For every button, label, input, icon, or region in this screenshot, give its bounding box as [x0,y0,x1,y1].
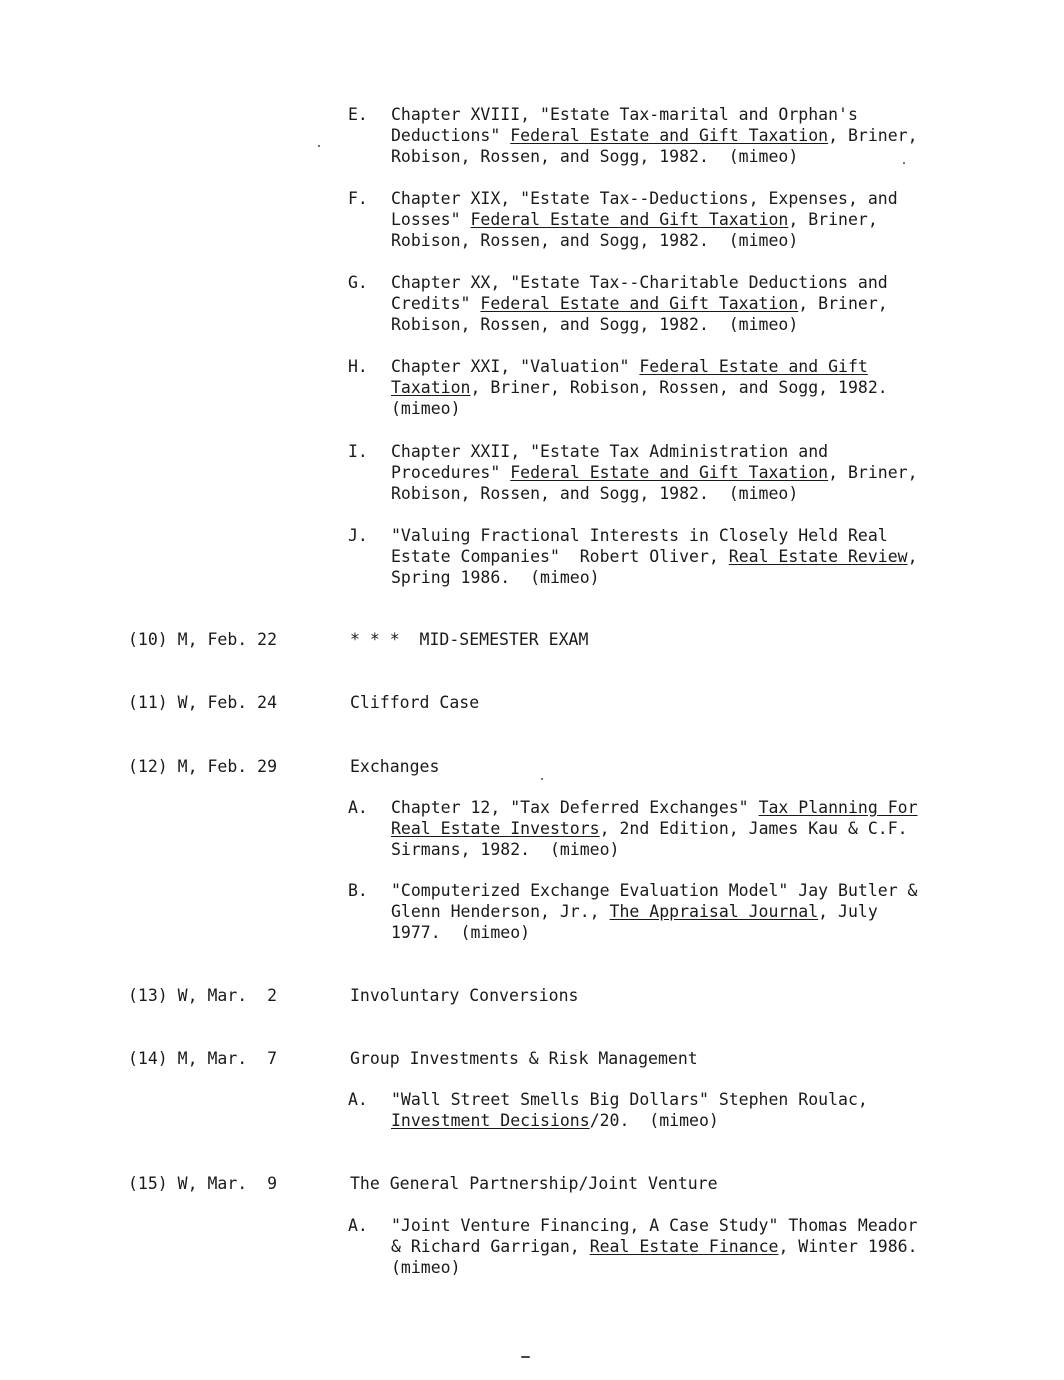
underlined-title: Investment Decisions [391,1111,590,1130]
reading-line [391,1257,461,1278]
session-date: (15) W, Mar. 9 [128,1174,278,1193]
reading-line [391,567,600,588]
text-segment: "Valuing Fractional Interests in Closely Held Real [391,526,888,545]
reading-line [391,483,798,504]
underlined-title: Real Estate Finance [589,1237,779,1256]
text-segment: , Briner, Robison, Rossen, and Sogg, 1982. [470,378,888,397]
session-topic: Clifford Case [350,693,480,712]
reading-letter: B. [348,881,368,900]
reading-line [391,398,461,419]
text-segment: /20. (mimeo) [589,1111,719,1130]
text-segment: , Winter 1986. [778,1237,918,1256]
reading-line [391,839,619,860]
scan-speck [541,778,543,780]
text-segment: & Richard Garrigan, [391,1237,590,1256]
reading-letter: A. [348,1090,368,1109]
reading-line [391,356,868,377]
underlined-title: Federal Estate and Gift Taxation [470,210,789,229]
session-topic: Exchanges [350,757,440,776]
reading-line [391,546,918,567]
text-segment: Robison, Rossen, and Sogg, 1982. (mimeo) [391,231,799,250]
scan-speck [521,1356,530,1358]
session-date: (10) M, Feb. 22 [128,630,278,649]
underlined-title: Federal Estate and Gift [639,357,868,376]
text-segment: Procedures" [391,463,511,482]
reading-line [391,377,888,398]
text-segment: Robison, Rossen, and Sogg, 1982. (mimeo) [391,315,799,334]
reading-line [391,314,798,335]
reading-letter: F. [348,189,368,208]
underlined-title: Federal Estate and Gift Taxation [510,463,829,482]
reading-line [391,1236,918,1257]
reading-line [391,1215,918,1236]
underlined-title: Tax Planning For [758,798,918,817]
text-segment: Sirmans, 1982. (mimeo) [391,840,620,859]
reading-letter: A. [348,798,368,817]
reading-line [391,188,898,209]
scan-speck [903,162,905,164]
text-segment: Robison, Rossen, and Sogg, 1982. (mimeo) [391,147,799,166]
reading-line [391,104,858,125]
underlined-title: Federal Estate and Gift Taxation [480,294,799,313]
reading-letter: G. [348,273,368,292]
text-segment: Estate Companies" Robert Oliver, [391,547,729,566]
reading-line [391,818,908,839]
reading-line [391,462,918,483]
text-segment: "Joint Venture Financing, A Case Study" Thomas Meador [391,1216,918,1235]
session-topic: * * * MID-SEMESTER EXAM [350,630,589,649]
reading-line [391,272,888,293]
text-segment: Chapter 12, "Tax Deferred Exchanges" [391,798,759,817]
reading-line [391,797,918,818]
reading-line [391,441,828,462]
text-segment: , Briner, [828,463,918,482]
text-segment: Chapter XX, "Estate Tax--Charitable Deductions and [391,273,888,292]
reading-line [391,880,918,901]
text-segment: 1977. (mimeo) [391,923,531,942]
reading-line [391,525,888,546]
session-topic: The General Partnership/Joint Venture [350,1174,718,1193]
session-date: (11) W, Feb. 24 [128,693,278,712]
scan-speck [318,145,320,147]
session-topic: Group Investments & Risk Management [350,1049,698,1068]
underlined-title: The Appraisal Journal [609,902,819,921]
reading-line [391,293,888,314]
session-date: (12) M, Feb. 29 [128,757,278,776]
text-segment: Spring 1986. (mimeo) [391,568,600,587]
reading-line [391,1089,868,1110]
reading-line [391,146,798,167]
text-segment: , July [818,902,878,921]
text-segment: , Briner, [828,126,918,145]
text-segment: , [907,547,918,566]
reading-line [391,1110,719,1131]
text-segment: Chapter XIX, "Estate Tax--Deductions, Expenses, and [391,189,898,208]
reading-line [391,922,530,943]
text-segment: , Briner, [788,210,878,229]
text-segment: Deductions" [391,126,511,145]
text-segment: (mimeo) [391,1258,461,1277]
reading-letter: H. [348,357,368,376]
reading-line [391,901,878,922]
text-segment: Chapter XXII, "Estate Tax Administration and [391,442,829,461]
text-segment: "Wall Street Smells Big Dollars" Stephen Roulac, [391,1090,868,1109]
text-segment: Chapter XXI, "Valuation" [391,357,640,376]
reading-line [391,209,878,230]
reading-letter: I. [348,442,368,461]
session-date: (13) W, Mar. 2 [128,986,278,1005]
underlined-title: Real Estate Review [728,547,908,566]
underlined-title: Real Estate Investors [391,819,600,838]
text-segment: , Briner, [798,294,888,313]
reading-letter: A. [348,1216,368,1235]
text-segment: Credits" [391,294,481,313]
text-segment: Chapter XVIII, "Estate Tax-marital and Orphan's [391,105,858,124]
reading-letter: E. [348,105,368,124]
reading-line [391,125,918,146]
text-segment: Losses" [391,210,471,229]
underlined-title: Taxation [391,378,471,397]
underlined-title: Federal Estate and Gift Taxation [510,126,829,145]
reading-letter: J. [348,526,368,545]
text-segment: Glenn Henderson, Jr., [391,902,610,921]
text-segment: "Computerized Exchange Evaluation Model" Jay Butler & [391,881,918,900]
reading-line [391,230,798,251]
text-segment: (mimeo) [391,399,461,418]
text-segment: , 2nd Edition, James Kau & C.F. [599,819,908,838]
text-segment: Robison, Rossen, and Sogg, 1982. (mimeo) [391,484,799,503]
session-date: (14) M, Mar. 7 [128,1049,278,1068]
session-topic: Involuntary Conversions [350,986,579,1005]
